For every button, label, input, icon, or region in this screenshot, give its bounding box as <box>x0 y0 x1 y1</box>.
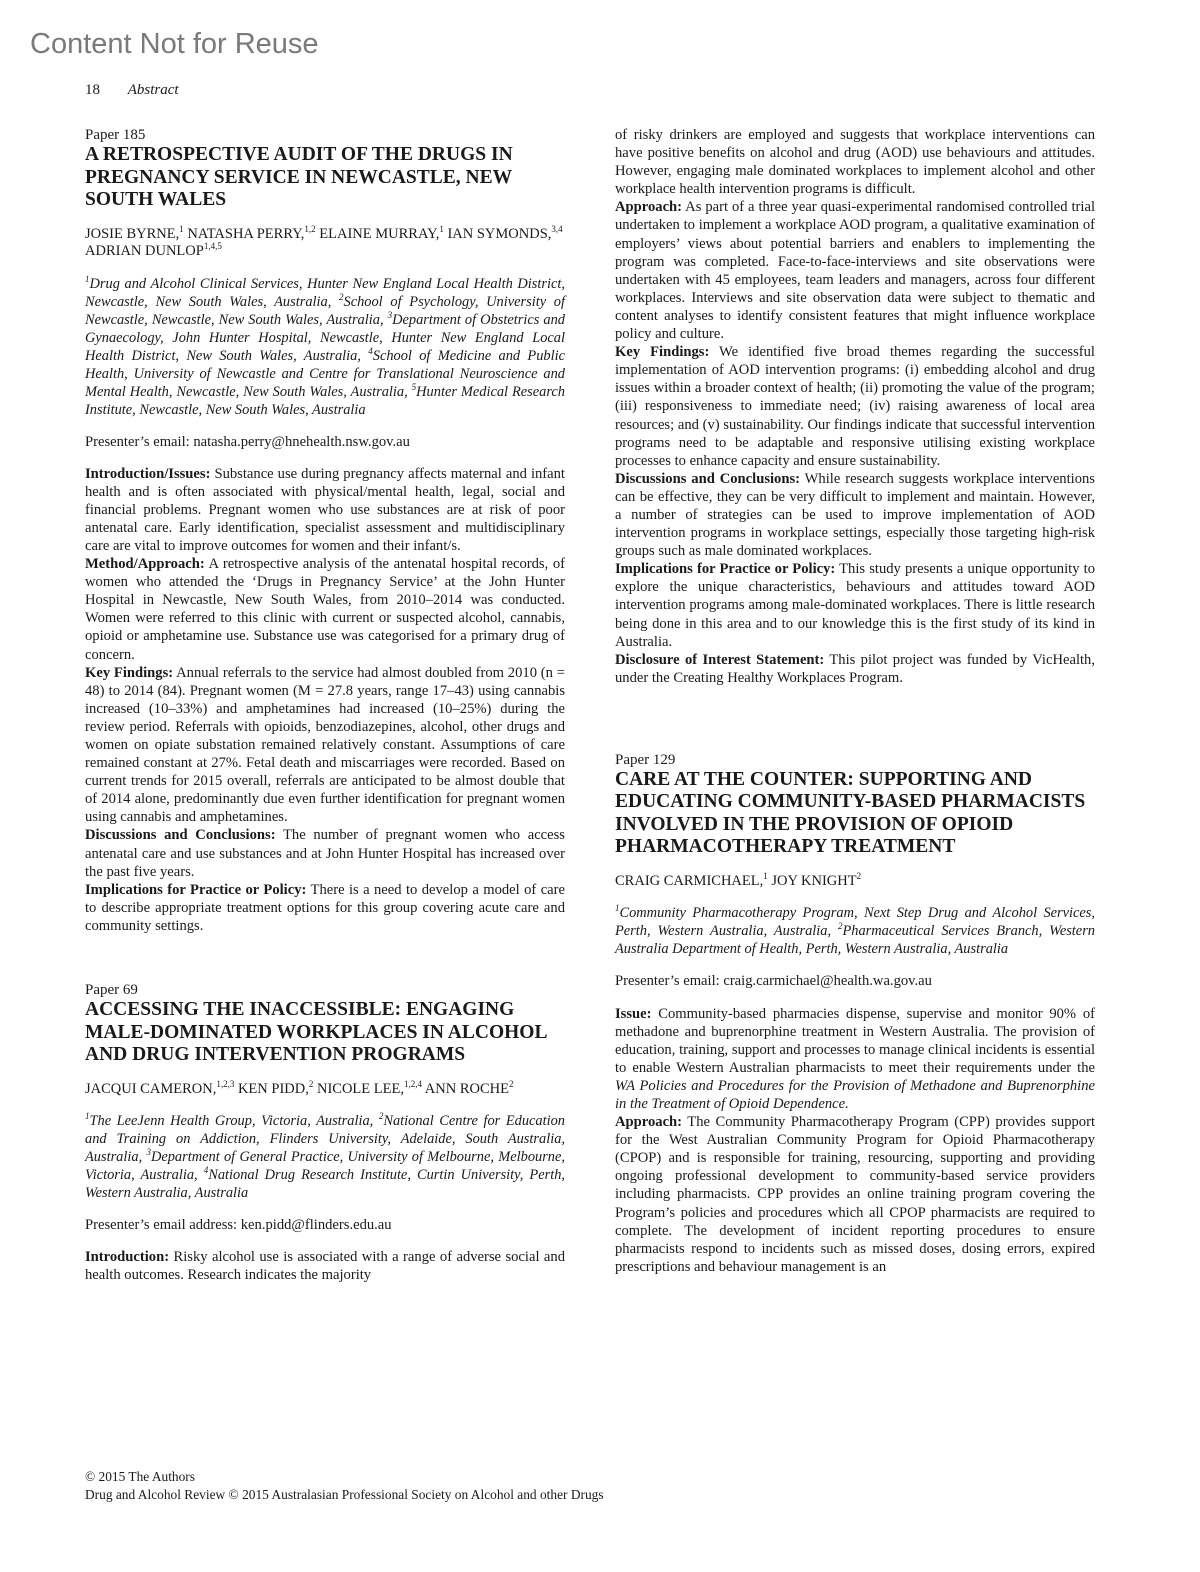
left-column <box>85 126 565 1284</box>
paper-affiliations: $^1$The LeeJenn Health Group, Victoria, Australia, $^2$National Centre for Education and Training on Addiction, Flinders University, Adelaide, South Australia, Australia, $^3$Department of General Practice, University of Melbourne, Melbourne, Victoria, Australia, $^4$National Drug Research Institute, Curtin University, Perth, Western Australia, Australia <box>85 1111 565 1202</box>
section-paragraph: Key Findings: We identified five broad themes regarding the successful implementation of AOD intervention programs: (i) embedding alcohol and drug issues within a broader context of health; (ii) promoting the value of the program; (iii) responsiveness to immediate need; (iv) raising awareness of local area resources; and (v) sustainability. Our findings indicate that successful intervention programs need to be adaptable and responsive utilising existing workplace processes to enhance capacity and ensure sustainability. <box>615 344 1095 469</box>
section-paragraph: Implications for Practice or Policy: There is a need to develop a model of care to describe appropriate treatment options for this group covering acute care and community settings. <box>85 881 565 934</box>
section-paragraph: Discussions and Conclusions: The number of pregnant women who access antenatal care and use substances and at John Hunter Hospital has increased over the past five years. <box>85 827 565 880</box>
section-paragraph: Key Findings: Annual referrals to the service had almost doubled from 2010 (n = 48) to 2014 (84). Pregnant women (M = 27.8 years, range 17–43) using cannabis increased (10–33%) and amphetamines had increased (10–25%) during the review period. Referrals with opioids, benzodiazepines, alcohol, other drugs and women on opiate substation remained relatively constant. Assumptions of care remained constant at 27%. Fetal death and miscarriages were recorded. Based on current trends for 2015 overall, referrals are anticipated to be almost double that of 2014 alone, predominantly due even further identification for pregnant women using cannabis and amphetamines. <box>85 664 565 826</box>
abstract-body <box>615 1005 1095 1276</box>
paper-title: CARE AT THE COUNTER: SUPPORTING AND EDUCATING COMMUNITY-BASED PHARMACISTS INVOLVED IN THE PROVISION OF OPIOID PHARMACOTHERAPY TREATMENT <box>615 768 1086 858</box>
section-paragraph: Implications for Practice or Policy: This study presents a unique opportunity to explore the unique characteristics, behaviours and attitudes toward AOD intervention programs among male-dominated workplaces. There is little research being done in this area and to our knowledge this is the first study of its kind in Australia. <box>615 561 1095 650</box>
paper-title: ACCESSING THE INACCESSIBLE: ENGAGING MALE-DOMINATED WORKPLACES IN ALCOHOL AND DRUG INTERVENTION PROGRAMS <box>85 999 547 1066</box>
section-name: Abstract <box>127 82 179 98</box>
paper-authors: JOSIE BYRNE,$^1$ NATASHA PERRY,$^{1,2}$ ELAINE MURRAY,$^1$ IAN SYMONDS,$^{3,4}$ ADRIAN DUNLOP$^{1,4,5}$ <box>85 223 563 259</box>
section-paragraph: Introduction: Risky alcohol use is associated with a range of adverse social and health outcomes. Research indicates the majority <box>85 1249 565 1284</box>
paper-number: Paper 185 <box>85 127 146 143</box>
page-number: 18 <box>85 82 100 98</box>
section-paragraph: Approach: The Community Pharmacotherapy Program (CPP) provides support for the West Australian Community Program for Opioid Pharmacotherapy (CPOP) and is responsible for training, resourcing, supporting and providing ongoing professional development to community-based service providers including pharmacists. CPP provides an online training program covering the Program’s policies and procedures which all CPOP pharmacists are required to complete. The development of incident reporting procedures to ensure pharmacists respond to incidents such as missed doses, dosing errors, expired prescriptions and behaviour management is an <box>615 1114 1095 1275</box>
paper-authors: JACQUI CAMERON,$^{1,2,3}$ KEN PIDD,$^2$ NICOLE LEE,$^{1,2,4}$ ANN ROCHE$^2$ <box>85 1078 514 1097</box>
copyright-line: © 2015 The Authors <box>85 1469 195 1484</box>
section-paragraph: Discussions and Conclusions: While research suggests workplace interventions can be effective, they can be very difficult to implement and maintain. However, a number of strategies can be used to improve implementation of AOD intervention programs in workplace settings, especially those targeting high-risk groups such as male dominated workplaces. <box>615 470 1095 560</box>
presenter-email: Presenter’s email address: ken.pidd@flinders.edu.au <box>85 1217 392 1234</box>
paper-affiliations: $^1$Drug and Alcohol Clinical Services, Hunter New England Local Health District, Newcastle, New South Wales, Australia, $^2$School of Psychology, University of Newcastle, Newcastle, New South Wales, Australia, $^3$Department of Obstetrics and Gynaecology, John Hunter Hospital, Newcastle, Hunter New England Local Health District, New South Wales, Australia, $^4$School of Medicine and Public Health, University of Newcastle and Centre for Translational Neuroscience and Mental Health, Newcastle, New South Wales, Australia, $^5$Hunter Medical Research Institute, Newcastle, New South Wales, Australia <box>85 273 565 418</box>
section-paragraph: Introduction/Issues: Substance use during pregnancy affects maternal and infant health and is often associated with physical/mental health, legal, social and financial problems. Pregnant women who use substances are at risk of poor antenatal care. Early identification, specialist assessment and multidisciplinary care are vital to improve outcomes for women and their infant/s. <box>85 465 565 554</box>
continuation-paragraph: of risky drinkers are employed and suggests that workplace interventions can have positive benefits on alcohol and drug (AOD) use behaviours and attitudes. However, engaging male dominated workplaces to implement alcohol and other workplace health intervention programs is difficult. <box>615 127 1095 198</box>
journal-line: Drug and Alcohol Review © 2015 Australasian Professional Society on Alcohol and other Drugs <box>85 1487 604 1502</box>
paper-number: Paper 69 <box>85 982 138 999</box>
abstract-body <box>85 465 565 935</box>
running-head <box>85 82 179 99</box>
presenter-email: Presenter’s email: natasha.perry@hnehealth.nsw.gov.au <box>85 433 410 450</box>
section-paragraph: Disclosure of Interest Statement: This pilot project was funded by VicHealth, under the Creating Healthy Workplaces Program. <box>615 651 1095 686</box>
right-column <box>615 126 1095 1276</box>
paper-number: Paper 129 <box>615 751 676 768</box>
paper-title: A RETROSPECTIVE AUDIT OF THE DRUGS IN PREGNANCY SERVICE IN NEWCASTLE, NEW SOUTH WALES <box>85 144 513 210</box>
section-paragraph: Issue: Community-based pharmacies dispense, supervise and monitor 90% of methadone and buprenorphine treatment in Western Australia. The provision of education, training, support and processes to manage clinical incidents is essential to enable Western Australian pharmacists to meet their requirements under the WA Policies and Procedures for the Provision of Methadone and Buprenorphine in the Treatment of Opioid Dependence. <box>615 1005 1095 1112</box>
watermark: Content Not for Reuse <box>30 28 319 60</box>
page-footer <box>85 1468 604 1504</box>
section-paragraph: Approach: As part of a three year quasi-experimental randomised controlled trial undertaken to implement a workplace AOD program, a qualitative examination of employers’ views about potential barriers and enablers to implementing the program was completed. Face-to-face-interviews and site observations were undertaken with 45 employees, team leaders and managers, across four different workplaces. Interviews and site observation data were subject to thematic and content analyses to identify consistent features that might influence workplace policy and culture. <box>615 199 1095 343</box>
presenter-email: Presenter’s email: craig.carmichael@health.wa.gov.au <box>615 973 932 990</box>
abstract-body <box>85 1248 565 1284</box>
section-paragraph: Method/Approach: A retrospective analysis of the antenatal hospital records, of women who attended the ‘Drugs in Pregnancy Service’ at the John Hunter Hospital in Newcastle, New South Wales, from 2010–2014 was conducted. Women were referred to this clinic with current or suspected alcohol, cannabis, opioid or amphetamine use. Substance use was categorised for a primary drug of concern. <box>85 556 565 663</box>
paper-authors: CRAIG CARMICHAEL,$^1$ JOY KNIGHT$^2$ <box>615 871 862 889</box>
paper-affiliations: $^1$Community Pharmacotherapy Program, Next Step Drug and Alcohol Services, Perth, Western Australia, Australia, $^2$Pharmaceutical Services Branch, Western Australia Department of Health, Perth, Western Australia, Australia <box>615 903 1095 958</box>
